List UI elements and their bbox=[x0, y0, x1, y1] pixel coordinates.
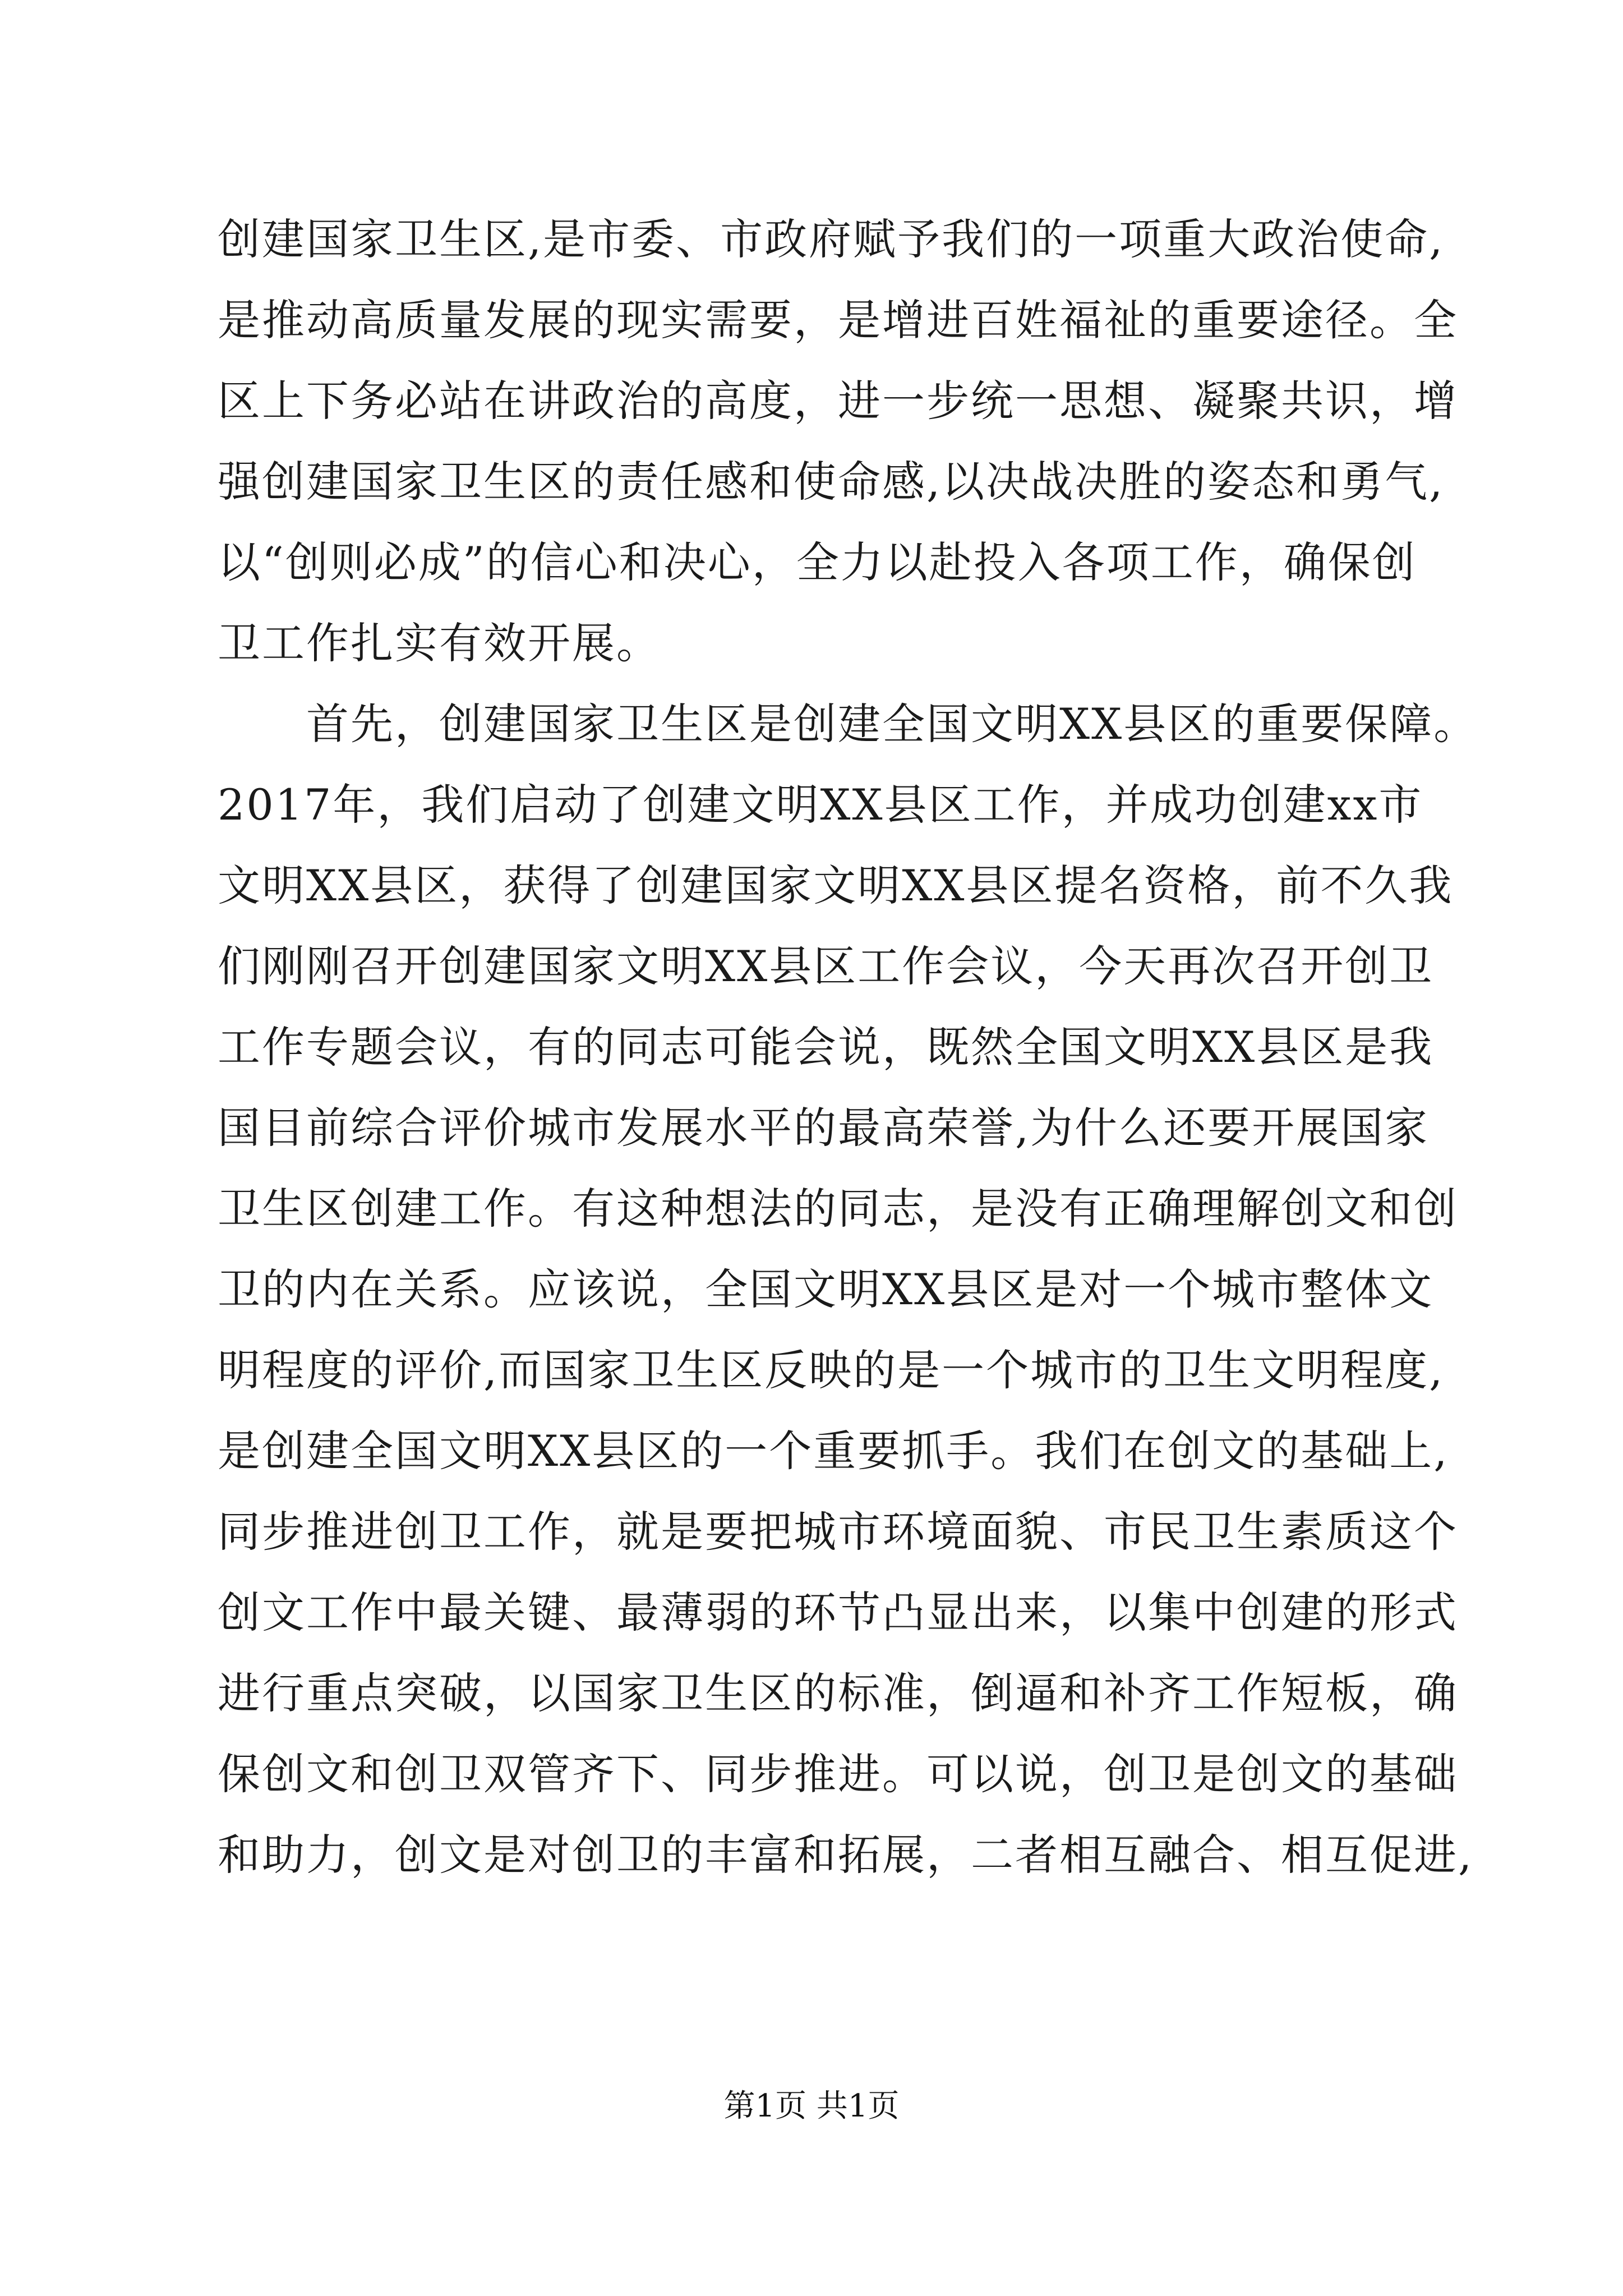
text-line: 区上下务必站在讲政治的高度，进一步统一思想、凝聚共识，增 bbox=[218, 376, 1458, 426]
text-line: 首先，创建国家卫生区是创建全国文明XX县区的重要保障。 bbox=[218, 699, 1478, 749]
text-line: 卫工作扎实有效开展。 bbox=[218, 618, 661, 668]
page-footer bbox=[0, 2087, 1623, 2126]
text-line: 保创文和创卫双管齐下、同步推进。可以说，创卫是创文的基础 bbox=[218, 1749, 1458, 1799]
text-line: 以“创则必成”的信心和决心，全力以赴投入各项工作，确保创 bbox=[218, 537, 1417, 587]
page-number: 第1页 共1页 bbox=[723, 2088, 900, 2124]
document-body bbox=[218, 199, 1478, 1895]
text-line: 工作专题会议，有的同志可能会说，既然全国文明XX县区是我 bbox=[218, 1022, 1434, 1072]
text-line: 文明XX县区，获得了创建国家文明XX县区提名资格，前不久我 bbox=[218, 861, 1454, 910]
text-line: 们刚刚召开创建国家文明XX县区工作会议，今天再次召开创卫 bbox=[218, 941, 1434, 991]
text-line: 是创建全国文明XX县区的一个重要抓手。我们在创文的基础上, bbox=[218, 1426, 1449, 1476]
text-line: 卫生区创建工作。有这种想法的同志，是没有正确理解创文和创 bbox=[218, 1184, 1458, 1234]
text-line: 2017年，我们启动了创建文明XX县区工作，并成功创建xx市 bbox=[218, 780, 1423, 830]
text-line: 卫的内在关系。应该说，全国文明XX县区是对一个城市整体文 bbox=[218, 1264, 1434, 1314]
text-line: 和助力，创文是对创卫的丰富和拓展，二者相互融合、相互促进, bbox=[218, 1830, 1474, 1880]
text-line: 是推动高质量发展的现实需要，是增进百姓福祉的重要途径。全 bbox=[218, 295, 1458, 345]
text-line: 明程度的评价,而国家卫生区反映的是一个城市的卫生文明程度, bbox=[218, 1345, 1445, 1395]
text-line: 进行重点突破，以国家卫生区的标准，倒逼和补齐工作短板，确 bbox=[218, 1668, 1458, 1718]
text-line: 创建国家卫生区,是市委、市政府赋予我们的一项重大政治使命, bbox=[218, 214, 1445, 264]
text-line: 国目前综合评价城市发展水平的最高荣誉,为什么还要开展国家 bbox=[218, 1103, 1430, 1153]
text-line: 创文工作中最关键、最薄弱的环节凸显出来，以集中创建的形式 bbox=[218, 1588, 1458, 1637]
text-line: 同步推进创卫工作，就是要把城市环境面貌、市民卫生素质这个 bbox=[218, 1507, 1458, 1557]
text-line: 强创建国家卫生区的责任感和使命感,以决战决胜的姿态和勇气, bbox=[218, 457, 1445, 507]
